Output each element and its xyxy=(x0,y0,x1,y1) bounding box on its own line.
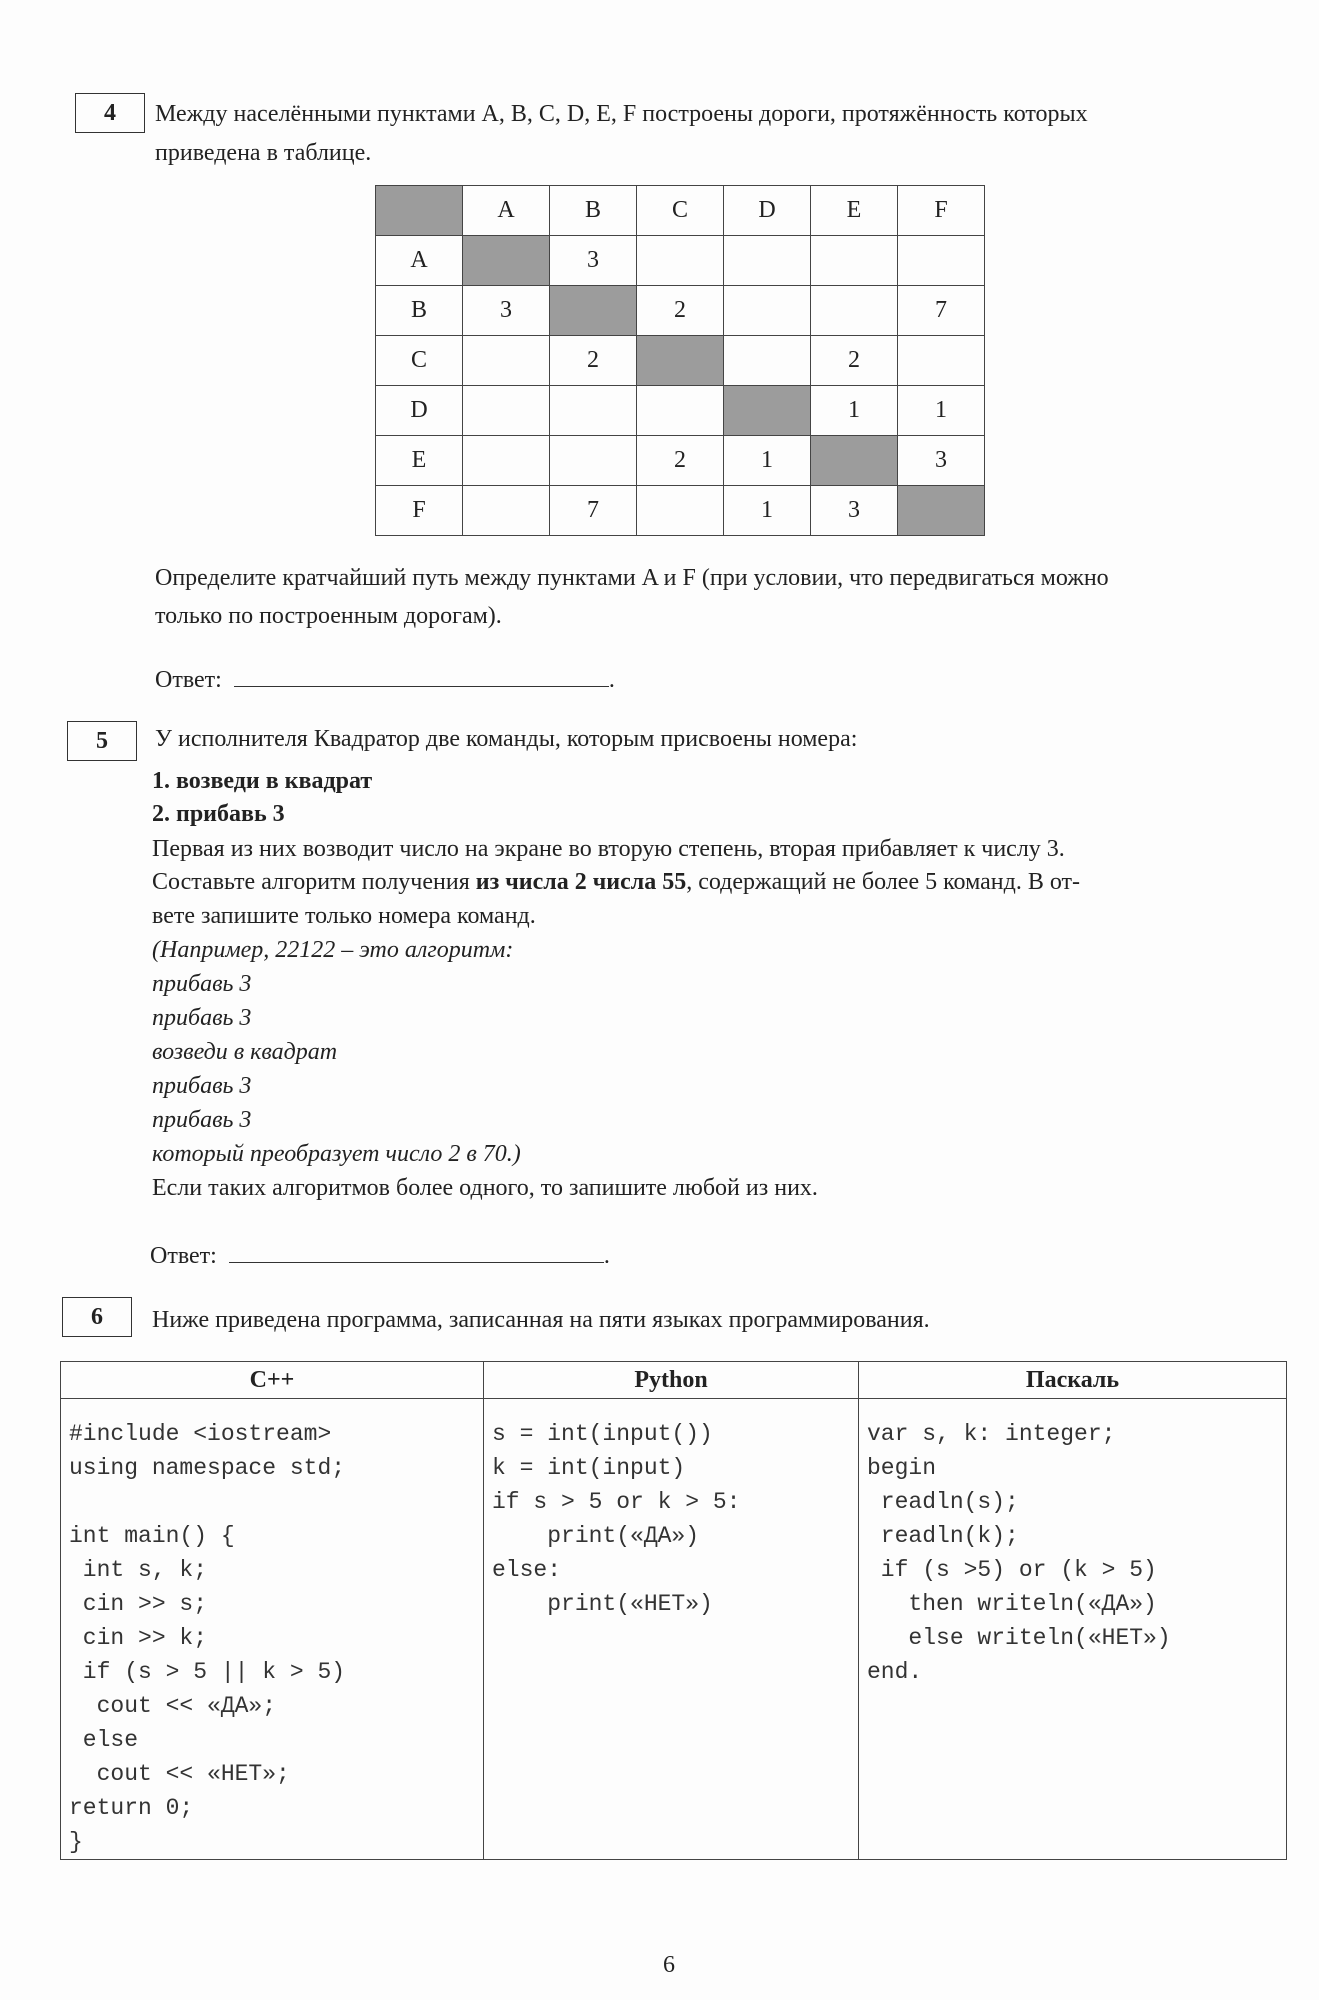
code-line: if (s >5) or (k > 5) xyxy=(867,1557,1157,1583)
example-line: (Например, 22122 – это алгоритм: xyxy=(152,937,514,963)
task-6-intro: Ниже приведена программа, записанная на пяти языках программирования. xyxy=(152,1307,930,1333)
table-row xyxy=(376,436,985,486)
task-4-question-line2: только по построенным дорогам). xyxy=(155,603,502,629)
code-line: cin >> s; xyxy=(69,1591,208,1617)
task-6-number: 6 xyxy=(62,1297,132,1337)
code-line: print(«ДА») xyxy=(492,1523,700,1549)
distance-cell xyxy=(463,486,550,536)
code-line: readln(s); xyxy=(867,1489,1019,1515)
code-line: } xyxy=(69,1829,83,1855)
distance-cell xyxy=(898,236,985,286)
table-row xyxy=(376,336,985,386)
distance-cell xyxy=(724,286,811,336)
distance-cell xyxy=(463,436,550,486)
distance-cell: 1 xyxy=(811,386,898,436)
code-line: #include <iostream> xyxy=(69,1421,332,1447)
distance-cell xyxy=(898,336,985,386)
code-line xyxy=(69,1485,475,1519)
program-table xyxy=(60,1361,1287,1860)
distance-cell: 1 xyxy=(898,386,985,436)
column-header: E xyxy=(811,186,898,236)
task-4-answer: Ответ: . xyxy=(155,663,615,697)
example-line: прибавь 3 xyxy=(152,1073,252,1099)
desc2-tail: , содержащий не более 5 команд. В от- xyxy=(686,869,1080,895)
code-line: s = int(input()) xyxy=(492,1421,713,1447)
distance-cell xyxy=(811,286,898,336)
distance-cell: 3 xyxy=(463,286,550,336)
answer-label: Ответ: xyxy=(155,667,222,693)
table-row xyxy=(376,486,985,536)
row-header: A xyxy=(376,236,463,286)
code-line: print(«НЕТ») xyxy=(492,1591,713,1617)
code-line: else xyxy=(69,1727,139,1753)
distance-cell xyxy=(463,236,550,286)
distance-cell: 3 xyxy=(550,236,637,286)
column-title-python: Python xyxy=(484,1362,859,1399)
column-header: B xyxy=(550,186,637,236)
answer-label: Ответ: xyxy=(150,1243,217,1269)
code-line: k = int(input) xyxy=(492,1455,686,1481)
task-5-number: 5 xyxy=(67,721,137,761)
example-line: прибавь 3 xyxy=(152,1005,252,1031)
column-header: F xyxy=(898,186,985,236)
distance-cell xyxy=(724,236,811,286)
row-header: F xyxy=(376,486,463,536)
code-line: readln(k); xyxy=(867,1523,1019,1549)
code-line: end. xyxy=(867,1659,923,1685)
column-title-cpp: C++ xyxy=(61,1362,484,1399)
table-row xyxy=(376,286,985,336)
answer-input[interactable] xyxy=(234,664,609,687)
table-row xyxy=(376,386,985,436)
distance-cell xyxy=(637,236,724,286)
distance-table xyxy=(375,185,985,536)
distance-cell xyxy=(637,486,724,536)
column-title-pascal: Паскаль xyxy=(859,1362,1287,1399)
desc2-bold: из числа 2 числа 55 xyxy=(475,869,687,895)
distance-cell xyxy=(550,286,637,336)
distance-cell: 1 xyxy=(724,436,811,486)
task-5-desc3: вете запишите только номера команд. xyxy=(152,903,536,929)
task-4-number: 4 xyxy=(75,93,145,133)
code-line: using namespace std; xyxy=(69,1455,346,1481)
task-5-intro: У исполнителя Квадратор две команды, которым присвоены номера: xyxy=(155,726,858,752)
code-line: else writeln(«НЕТ») xyxy=(867,1625,1171,1651)
distance-cell xyxy=(724,336,811,386)
distance-cell xyxy=(463,336,550,386)
distance-cell: 7 xyxy=(898,286,985,336)
code-line: else: xyxy=(492,1557,562,1583)
answer-input[interactable] xyxy=(229,1240,604,1263)
code-line: then writeln(«ДА») xyxy=(867,1591,1157,1617)
code-line: int s, k; xyxy=(69,1557,208,1583)
column-header xyxy=(376,186,463,236)
distance-cell: 7 xyxy=(550,486,637,536)
task-4-question-line1: Определите кратчайший путь между пунктами A и F (при условии, что передвигаться можно xyxy=(155,565,1109,591)
distance-cell: 2 xyxy=(550,336,637,386)
distance-cell xyxy=(898,486,985,536)
code-line: cout << «ДА»; xyxy=(69,1693,277,1719)
task-5-answer: Ответ: . xyxy=(150,1239,610,1273)
pascal-code xyxy=(859,1399,1287,1860)
row-header: C xyxy=(376,336,463,386)
distance-cell xyxy=(724,386,811,436)
example-line: прибавь 3 xyxy=(152,971,252,997)
code-line: var s, k: integer; xyxy=(867,1421,1116,1447)
example-line: прибавь 3 xyxy=(152,1107,252,1133)
code-line: return 0; xyxy=(69,1795,194,1821)
task-5-desc2 xyxy=(152,865,1080,899)
column-header: D xyxy=(724,186,811,236)
distance-cell xyxy=(637,336,724,386)
distance-cell: 2 xyxy=(811,336,898,386)
task-5-closing: Если таких алгоритмов более одного, то запишите любой из них. xyxy=(152,1175,818,1201)
row-header: D xyxy=(376,386,463,436)
code-line: int main() { xyxy=(69,1523,235,1549)
page-number: 6 xyxy=(663,1952,675,1978)
distance-cell xyxy=(811,436,898,486)
example-block xyxy=(152,933,818,1205)
task-5-desc1: Первая из них возводит число на экране во вторую степень, вторая прибавляет к числу 3. xyxy=(152,836,1065,862)
distance-cell xyxy=(550,436,637,486)
command-2: 2. прибавь 3 xyxy=(152,801,285,827)
desc2-text: Составьте алгоритм получения xyxy=(152,869,476,895)
command-1: 1. возведи в квадрат xyxy=(152,768,373,794)
example-line: который преобразует число 2 в 70.) xyxy=(152,1141,521,1167)
table-row xyxy=(376,236,985,286)
distance-cell: 3 xyxy=(898,436,985,486)
code-line: begin xyxy=(867,1455,937,1481)
distance-cell: 1 xyxy=(724,486,811,536)
distance-cell xyxy=(550,386,637,436)
task-4-intro-line1: Между населёнными пунктами A, B, C, D, E, F построены дороги, протяжённость которых xyxy=(155,101,1088,127)
row-header: E xyxy=(376,436,463,486)
row-header: B xyxy=(376,286,463,336)
column-header: C xyxy=(637,186,724,236)
distance-cell: 2 xyxy=(637,286,724,336)
distance-cell: 3 xyxy=(811,486,898,536)
example-line: возведи в квадрат xyxy=(152,1039,338,1065)
task-4-intro-line2: приведена в таблице. xyxy=(155,140,372,166)
distance-cell xyxy=(463,386,550,436)
distance-cell xyxy=(811,236,898,286)
code-line: cin >> k; xyxy=(69,1625,208,1651)
code-line: cout << «НЕТ»; xyxy=(69,1761,290,1787)
cpp-code xyxy=(61,1399,484,1860)
column-header: A xyxy=(463,186,550,236)
code-line: if (s > 5 || k > 5) xyxy=(69,1659,346,1685)
code-line: if s > 5 or k > 5: xyxy=(492,1489,741,1515)
python-code xyxy=(484,1399,859,1860)
distance-cell xyxy=(637,386,724,436)
distance-cell: 2 xyxy=(637,436,724,486)
